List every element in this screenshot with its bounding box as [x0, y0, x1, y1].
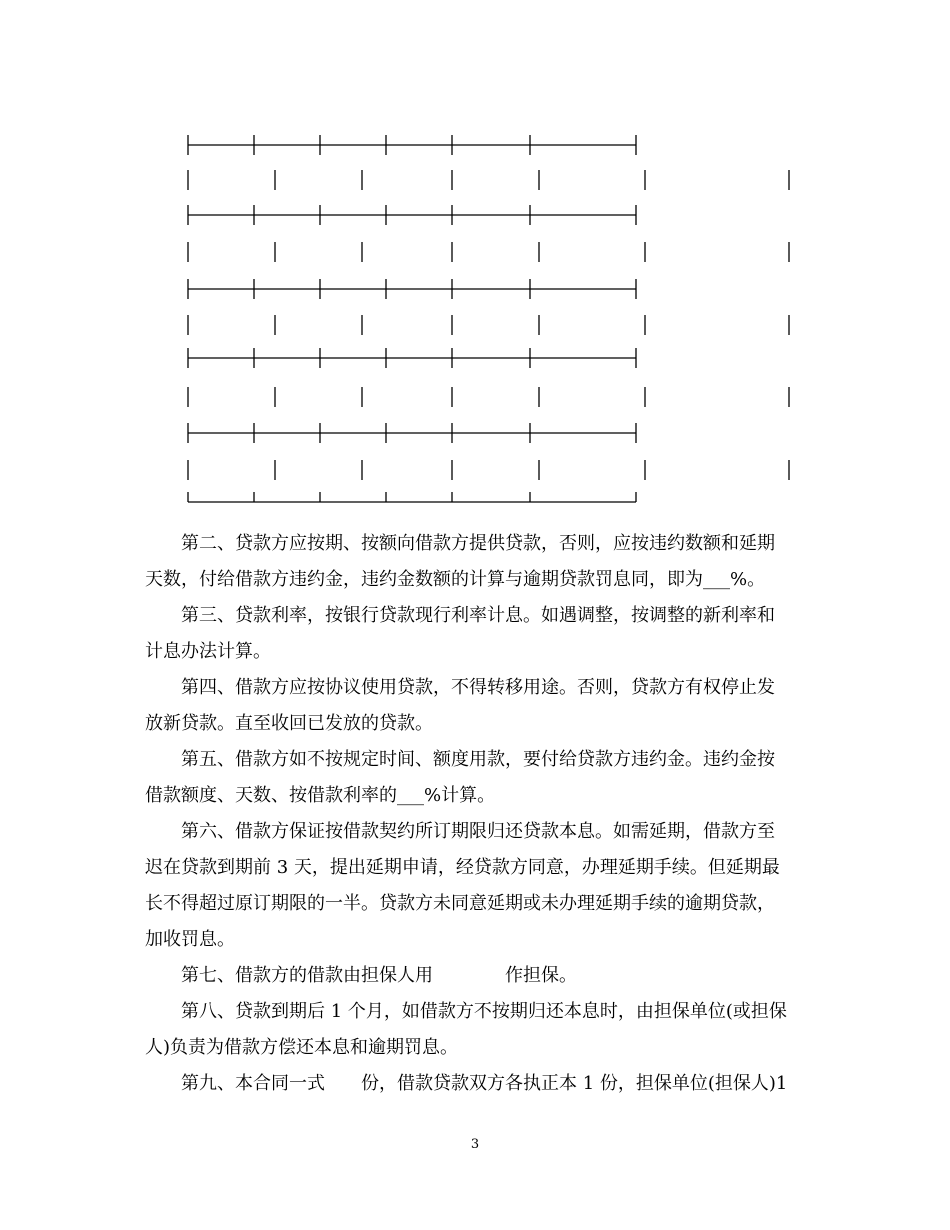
clause-line: 第五、借款方如不按规定时间、额度用款，要付给贷款方违约金。违约金按 [145, 749, 775, 770]
clause-line: 第三、贷款利率，按银行贷款现行利率计息。如遇调整，按调整的新利率和 [145, 605, 775, 626]
clause-line: 长不得超过原订期限的一半。贷款方未同意延期或未办理延期手续的逾期贷款， [145, 893, 775, 914]
clause-paragraph [145, 958, 810, 994]
clause-line: 人)负责为借款方偿还本息和逾期罚息。 [145, 1037, 459, 1058]
clause-paragraph [145, 1066, 810, 1102]
clause-line: 计息办法计算。 [145, 641, 271, 662]
clause-line: 第二、贷款方应按期、按额向借款方提供贷款，否则，应按违约数额和延期 [145, 533, 775, 554]
clause-paragraph [145, 526, 810, 598]
clause-line: 第八、贷款到期后 1 个月，如借款方不按期归还本息时，由担保单位(或担保 [145, 1001, 787, 1022]
page-number: 3 [470, 1137, 480, 1152]
clause-line: 放新贷款。直至收回已发放的贷款。 [145, 713, 433, 734]
clause-line: 第四、借款方应按协议使用贷款，不得转移用途。否则，贷款方有权停止发 [145, 677, 775, 698]
clause-line: 加收罚息。 [145, 929, 235, 950]
text-table-drawing [0, 0, 950, 520]
clause-paragraph [145, 742, 810, 814]
clause-paragraph [145, 814, 810, 958]
clause-line: 借款额度、天数、按借款利率的___%计算。 [145, 785, 496, 806]
clause-line: 迟在贷款到期前 3 天，提出延期申请，经贷款方同意，办理延期手续。但延期最 [145, 857, 780, 878]
clause-paragraph [145, 670, 810, 742]
clause-line: 第九、本合同一式 份，借款贷款双方各执正本 1 份，担保单位(担保人)1 [145, 1073, 788, 1094]
clause-line: 第七、借款方的借款由担保人用 作担保。 [145, 965, 577, 986]
clause-line: 第六、借款方保证按借款契约所订期限归还贷款本息。如需延期，借款方至 [145, 821, 775, 842]
clause-paragraph [145, 994, 810, 1066]
clause-line: 天数，付给借款方违约金，违约金数额的计算与逾期贷款罚息同，即为___%。 [145, 569, 766, 590]
clause-paragraph [145, 598, 810, 670]
